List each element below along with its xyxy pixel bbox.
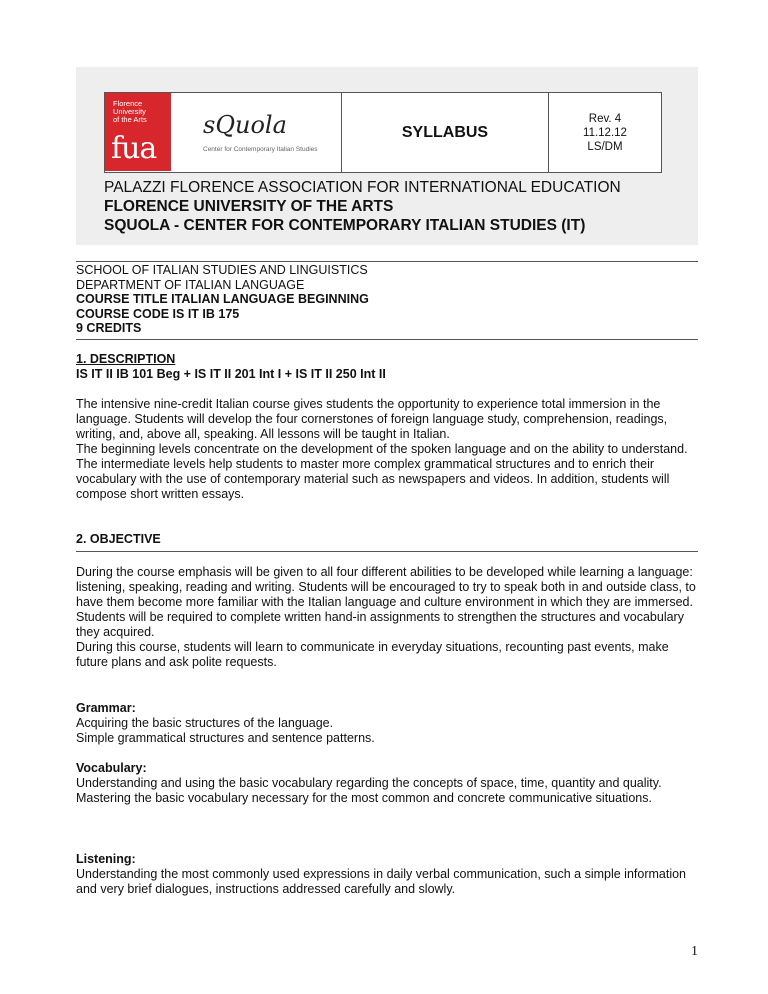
- fua-logo: [105, 93, 171, 171]
- revision-date: 11.12.12: [583, 126, 627, 139]
- fua-logo-text: fua: [111, 131, 157, 166]
- divider: [76, 339, 698, 340]
- divider: [76, 261, 698, 262]
- revision-initials: LS/DM: [587, 140, 623, 153]
- vocabulary-paragraph: Understanding and using the basic vocabulary regarding the concepts of space, time, quantity and quality.: [76, 776, 662, 790]
- objective-heading-block: [76, 532, 698, 547]
- grammar-section: [76, 701, 698, 746]
- revision-cell: [549, 93, 661, 172]
- objective-paragraph: Students will be required to complete written hand-in assignments to strengthen the structures and vocabulary they acquired.: [76, 610, 684, 639]
- divider: [76, 551, 698, 552]
- org-line-3: SQUOLA - CENTER FOR CONTEMPORARY ITALIAN STUDIES (IT): [104, 217, 586, 234]
- org-line-2: FLORENCE UNIVERSITY OF THE ARTS: [104, 198, 394, 215]
- grammar-line: Simple grammatical structures and sentence patterns.: [76, 731, 375, 745]
- logos-cell: [105, 93, 342, 172]
- vocabulary-section: [76, 761, 698, 806]
- objective-body: [76, 565, 698, 670]
- revision-number: Rev. 4: [588, 112, 622, 125]
- syllabus-title: SYLLABUS: [342, 93, 549, 172]
- description-body: [76, 397, 698, 502]
- course-credits: 9 CREDITS: [76, 321, 142, 335]
- vocabulary-heading: Vocabulary:: [76, 761, 147, 775]
- page-number: 1: [691, 944, 698, 959]
- squola-logo: sQuola: [203, 111, 287, 139]
- department-name: DEPARTMENT OF ITALIAN LANGUAGE: [76, 277, 305, 292]
- description-subheading: IS IT II IB 101 Beg + IS IT II 201 Int I + IS IT II 250 Int II: [76, 367, 386, 381]
- grammar-heading: Grammar:: [76, 701, 136, 715]
- description-paragraph: The intermediate levels help students to master more complex grammatical structures and to enrich their vocabulary with the use of contemporary material such as newspapers and videos. In addition, students will compose short written essays.: [76, 457, 670, 501]
- description-section: [76, 352, 698, 382]
- course-title: COURSE TITLE ITALIAN LANGUAGE BEGINNING: [76, 292, 369, 306]
- header-table: [104, 92, 662, 173]
- description-paragraph: The beginning levels concentrate on the development of the spoken language and on the ability to understand.: [76, 442, 688, 456]
- school-name: SCHOOL OF ITALIAN STUDIES AND LINGUISTICS: [76, 263, 368, 277]
- fua-logo-small-text: Florence University of the Arts: [113, 99, 147, 124]
- course-code: COURSE CODE IS IT IB 175: [76, 306, 240, 321]
- organization-block: [104, 178, 621, 235]
- listening-section: [76, 852, 698, 897]
- objective-paragraph: During this course, students will learn to communicate in everyday situations, recounting past events, make future plans and ask polite requests.: [76, 640, 669, 669]
- vocabulary-paragraph: Mastering the basic vocabulary necessary for the most common and concrete communicative situations.: [76, 791, 652, 805]
- listening-heading: Listening:: [76, 852, 136, 866]
- course-info: [76, 263, 369, 336]
- squola-subtitle: Center for Contemporary Italian Studies: [203, 146, 318, 153]
- listening-paragraph: Understanding the most commonly used expressions in daily verbal communication, such a simple information and very brief dialogues, instructions addressed carefully and slowly.: [76, 867, 687, 896]
- org-line-1: PALAZZI FLORENCE ASSOCIATION FOR INTERNATIONAL EDUCATION: [104, 179, 621, 196]
- objective-paragraph: During the course emphasis will be given to all four different abilities to be developed while learning a language: listening, speaking, reading and writing. Students will be encouraged to try to speak both in and outside class, to have them become more familiar with the Italian language and culture environment in which they are immersed.: [76, 565, 696, 609]
- description-heading: 1. DESCRIPTION: [76, 352, 176, 366]
- description-paragraph: The intensive nine-credit Italian course gives students the opportunity to experience total immersion in the language. Students will develop the four cornerstones of foreign language study, comprehension, readings, writing, and, above all, speaking. All lessons will be taught in Italian.: [76, 397, 668, 441]
- grammar-line: Acquiring the basic structures of the language.: [76, 716, 334, 730]
- objective-heading: 2. OBJECTIVE: [76, 532, 161, 546]
